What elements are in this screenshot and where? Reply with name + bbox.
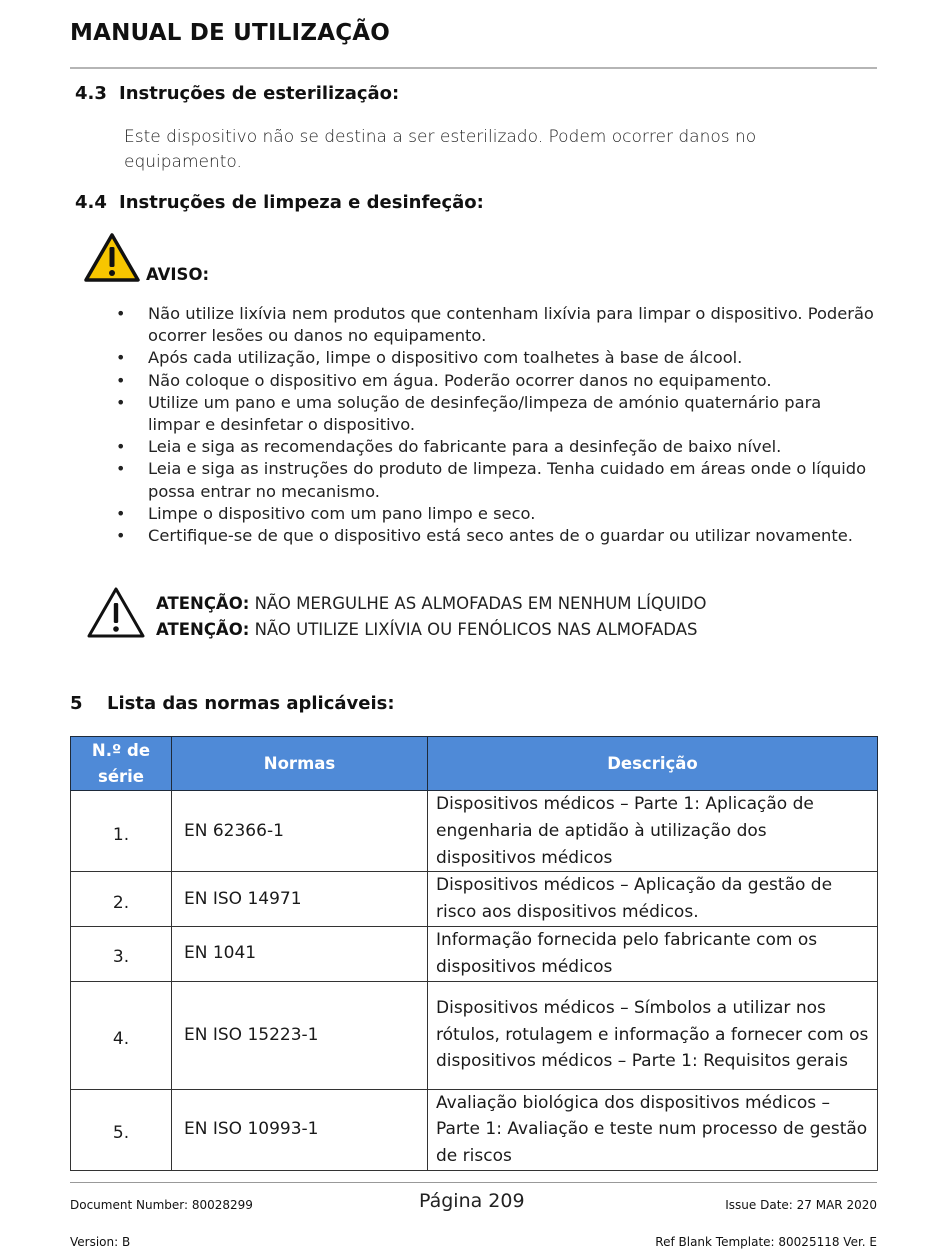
row-number: 4.	[71, 981, 172, 1089]
column-header-description: Descrição	[428, 737, 878, 791]
list-item: • Utilize um pano e uma solução de desinfeção/limpeza de amónio quaternário para limpar e desinfetar o dispositivo.	[116, 392, 876, 436]
warning-triangle-icon	[83, 232, 141, 284]
row-number: 5.	[71, 1089, 172, 1170]
warning-label: AVISO:	[146, 265, 210, 284]
document-number: Document Number: 80028299	[70, 1198, 253, 1212]
list-item: • Leia e siga as recomendações do fabricante para a desinfeção de baixo nível.	[116, 436, 876, 458]
standards-table	[70, 736, 878, 1171]
issue-date: Issue Date: 27 MAR 2020	[725, 1198, 877, 1212]
text-line: Este dispositivo não se destina a ser esterilizado. Podem ocorrer danos no	[124, 127, 757, 147]
row-description: Dispositivos médicos – Símbolos a utilizar nos rótulos, rotulagem e informação a fornecer com os dispositivos médicos – Parte 1: Requisitos gerais	[428, 981, 878, 1089]
table-row	[71, 791, 878, 872]
table-row	[71, 926, 878, 981]
row-norm: EN 1041	[172, 926, 428, 981]
caution-triangle-icon	[86, 586, 146, 640]
text-line: equipamento.	[124, 152, 242, 172]
row-norm: EN ISO 14971	[172, 872, 428, 927]
row-norm: EN ISO 15223-1	[172, 981, 428, 1089]
row-description: Avaliação biológica dos dispositivos médicos – Parte 1: Avaliação e teste num processo de gestão de riscos	[428, 1089, 878, 1170]
row-description: Dispositivos médicos – Aplicação da gestão de risco aos dispositivos médicos.	[428, 872, 878, 927]
section-title: Instruções de limpeza e desinfeção:	[119, 192, 484, 213]
list-item: • Leia e siga as instruções do produto de limpeza. Tenha cuidado em áreas onde o líquido possa entrar no mecanismo.	[116, 458, 876, 502]
row-number: 1.	[71, 791, 172, 872]
caution-label: ATENÇÃO:	[156, 594, 250, 613]
footer-divider	[70, 1182, 877, 1183]
caution-line	[156, 617, 706, 643]
section-title: Lista das normas aplicáveis:	[107, 693, 395, 714]
row-norm: EN 62366-1	[172, 791, 428, 872]
row-description: Informação fornecida pelo fabricante com os dispositivos médicos	[428, 926, 878, 981]
caution-label: ATENÇÃO:	[156, 620, 250, 639]
caution-line	[156, 591, 706, 617]
section-number: 4.4	[75, 192, 107, 213]
row-norm: EN ISO 10993-1	[172, 1089, 428, 1170]
column-header-norms: Normas	[172, 737, 428, 791]
list-item: • Não utilize lixívia nem produtos que contenham lixívia para limpar o dispositivo. Poderão ocorrer lesões ou danos no equipamento.	[116, 303, 876, 347]
list-item: • Certifique-se de que o dispositivo está seco antes de o guardar ou utilizar novamente.	[116, 525, 876, 547]
section-5-heading	[70, 693, 395, 714]
row-number: 2.	[71, 872, 172, 927]
section-number: 4.3	[75, 83, 107, 104]
table-row	[71, 1089, 878, 1170]
sterilization-text	[124, 125, 756, 175]
caution-text: NÃO MERGULHE AS ALMOFADAS EM NENHUM LÍQUIDO	[254, 594, 707, 613]
table-row	[71, 981, 878, 1089]
row-description: Dispositivos médicos – Parte 1: Aplicação de engenharia de aptidão à utilização dos dispositivos médicos	[428, 791, 878, 872]
section-number: 5	[70, 693, 83, 714]
page-number: Página 209	[419, 1190, 525, 1212]
header-divider	[70, 67, 877, 69]
list-item: • Após cada utilização, limpe o dispositivo com toalhetes à base de álcool.	[116, 347, 876, 369]
template-reference: Ref Blank Template: 80025118 Ver. E	[655, 1235, 877, 1249]
caution-text: NÃO UTILIZE LIXÍVIA OU FENÓLICOS NAS ALMOFADAS	[254, 620, 698, 639]
cleaning-instructions-list	[116, 303, 876, 547]
table-header-row	[71, 737, 878, 791]
section-4-4-heading	[75, 192, 484, 213]
caution-block	[156, 591, 706, 643]
section-title: Instruções de esterilização:	[119, 83, 400, 104]
table-row	[71, 872, 878, 927]
section-4-3-heading	[75, 83, 399, 104]
list-item: • Limpe o dispositivo com um pano limpo e seco.	[116, 503, 876, 525]
column-header-serial: N.º de série	[71, 737, 172, 791]
list-item: • Não coloque o dispositivo em água. Poderão ocorrer danos no equipamento.	[116, 370, 876, 392]
version: Version: B	[70, 1235, 131, 1249]
document-title: MANUAL DE UTILIZAÇÃO	[70, 20, 391, 46]
row-number: 3.	[71, 926, 172, 981]
